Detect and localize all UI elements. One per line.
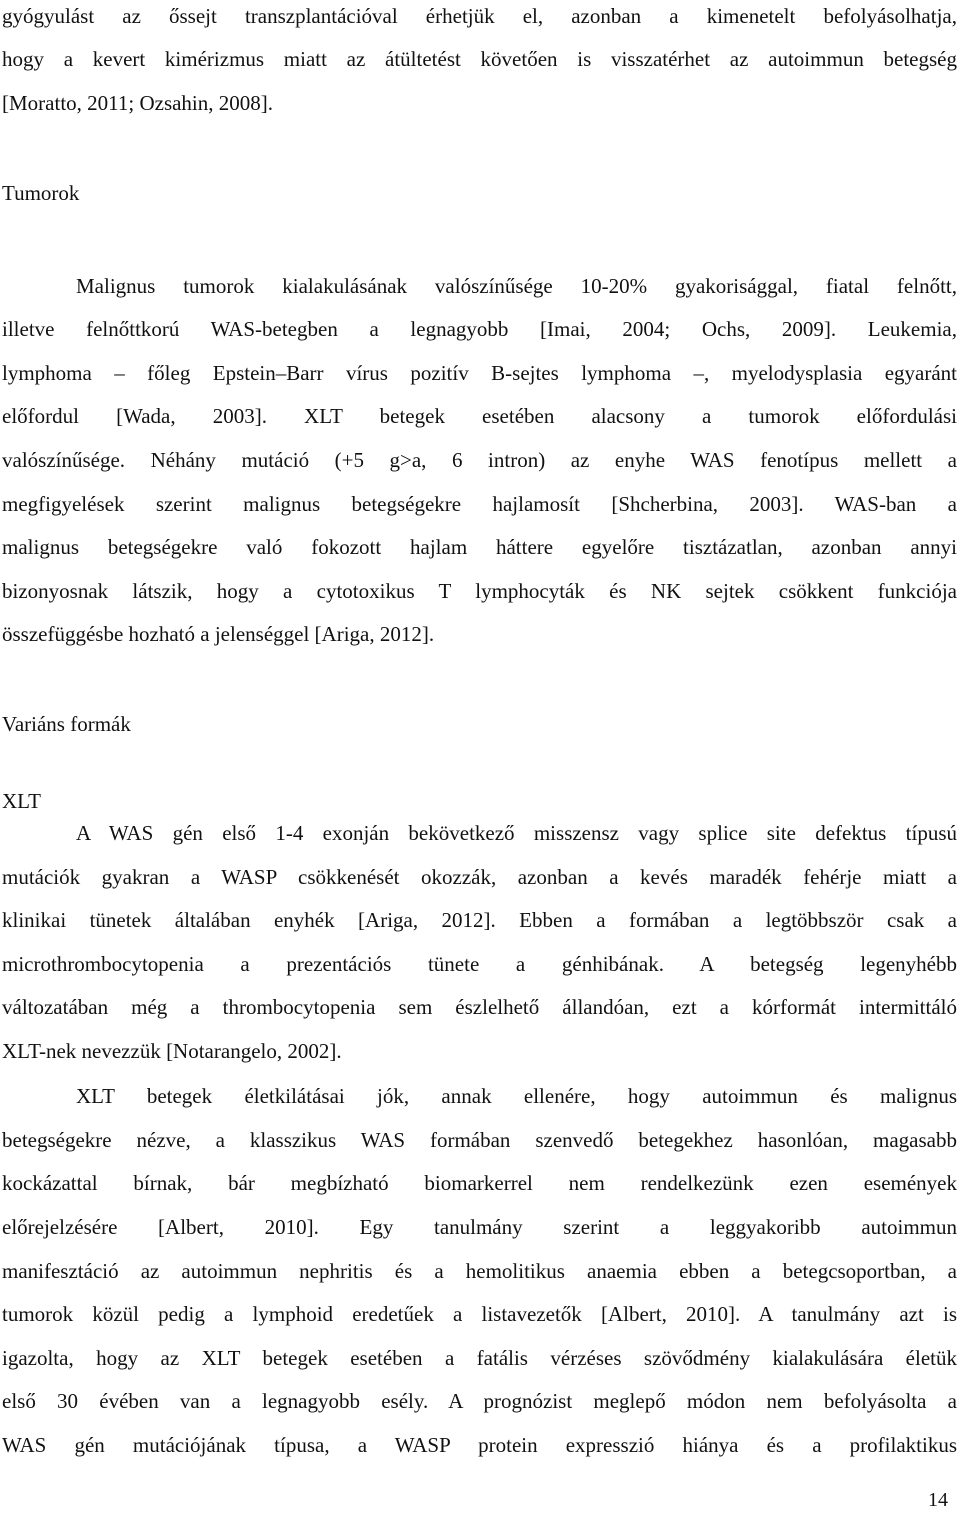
subsection-heading-xlt: XLT bbox=[2, 789, 41, 813]
text-line: betegségekre nézve, a klasszikus WAS formában szenvedő betegekhez hasonlóan, magasabb bbox=[2, 1128, 957, 1152]
text-line: bizonyosnak látszik, hogy a cytotoxikus T lymphocyták és NK sejtek csökkent funkciója bbox=[2, 579, 957, 603]
text-line: microthrombocytopenia a prezentációs tünete a génhibának. A betegség legenyhébb bbox=[2, 952, 957, 976]
text-line: malignus betegségekre való fokozott hajlam háttere egyelőre tisztázatlan, azonban annyi bbox=[2, 535, 957, 559]
text-line: gyógyulást az őssejt transzplantációval érhetjük el, azonban a kimenetelt befolyásolhatja, bbox=[2, 4, 957, 28]
text-line: illetve felnőttkorú WAS-betegben a legnagyobb [Imai, 2004; Ochs, 2009]. Leukemia, bbox=[2, 317, 957, 341]
page-number: 14 bbox=[928, 1489, 948, 1511]
text-line: kockázattal bírnak, bár megbízható biomarkerrel nem rendelkezünk ezen események bbox=[2, 1171, 957, 1195]
text-line: első 30 évében van a legnagyobb esély. A prognózist meglepő módon nem befolyásolta a bbox=[2, 1389, 957, 1413]
text-line: hogy a kevert kimérizmus miatt az átültetést követően is visszatérhet az autoimmun betegség bbox=[2, 47, 957, 71]
text-line: megfigyelések szerint malignus betegségekre hajlamosít [Shcherbina, 2003]. WAS-ban a bbox=[2, 492, 957, 516]
text-line: mutációk gyakran a WASP csökkenését okozzák, azonban a kevés maradék fehérje miatt a bbox=[2, 865, 957, 889]
text-line: előrejelzésére [Albert, 2010]. Egy tanulmány szerint a leggyakoribb autoimmun bbox=[2, 1215, 957, 1239]
text-line: WAS gén mutációjának típusa, a WASP protein expresszió hiánya és a profilaktikus bbox=[2, 1433, 957, 1457]
section-heading-varians-formak: Variáns formák bbox=[2, 712, 131, 736]
text-line: klinikai tünetek általában enyhék [Ariga, 2012]. Ebben a formában a legtöbbször csak a bbox=[2, 908, 957, 932]
text-line: manifesztáció az autoimmun nephritis és a hemolitikus anaemia ebben a betegcsoportban, a bbox=[2, 1259, 957, 1283]
text-line: valószínűsége. Néhány mutáció (+5 g>a, 6 intron) az enyhe WAS fenotípus mellett a bbox=[2, 448, 957, 472]
text-line: A WAS gén első 1-4 exonján bekövetkező misszensz vagy splice site defektus típusú bbox=[76, 821, 957, 845]
text-line: összefüggésbe hozható a jelenséggel [Ariga, 2012]. bbox=[2, 622, 435, 646]
section-heading-tumorok: Tumorok bbox=[2, 181, 80, 205]
text-line: lymphoma – főleg Epstein–Barr vírus pozitív B-sejtes lymphoma –, myelodysplasia egyaránt bbox=[2, 361, 957, 385]
text-line: előfordul [Wada, 2003]. XLT betegek esetében alacsony a tumorok előfordulási bbox=[2, 404, 957, 428]
text-line: XLT-nek nevezzük [Notarangelo, 2002]. bbox=[2, 1039, 342, 1063]
text-line: [Moratto, 2011; Ozsahin, 2008]. bbox=[2, 91, 274, 115]
text-line: tumorok közül pedig a lymphoid eredetűek a listavezetők [Albert, 2010]. A tanulmány azt is bbox=[2, 1302, 957, 1326]
text-line: igazolta, hogy az XLT betegek esetében a fatális vérzéses szövődmény kialakulására életük bbox=[2, 1346, 957, 1370]
text-line: Malignus tumorok kialakulásának valószínűsége 10-20% gyakorisággal, fiatal felnőtt, bbox=[76, 274, 957, 298]
text-line: XLT betegek életkilátásai jók, annak ellenére, hogy autoimmun és malignus bbox=[76, 1084, 957, 1108]
text-line: változatában még a thrombocytopenia sem észlelhető állandóan, ezt a kórformát intermittáló bbox=[2, 995, 957, 1019]
